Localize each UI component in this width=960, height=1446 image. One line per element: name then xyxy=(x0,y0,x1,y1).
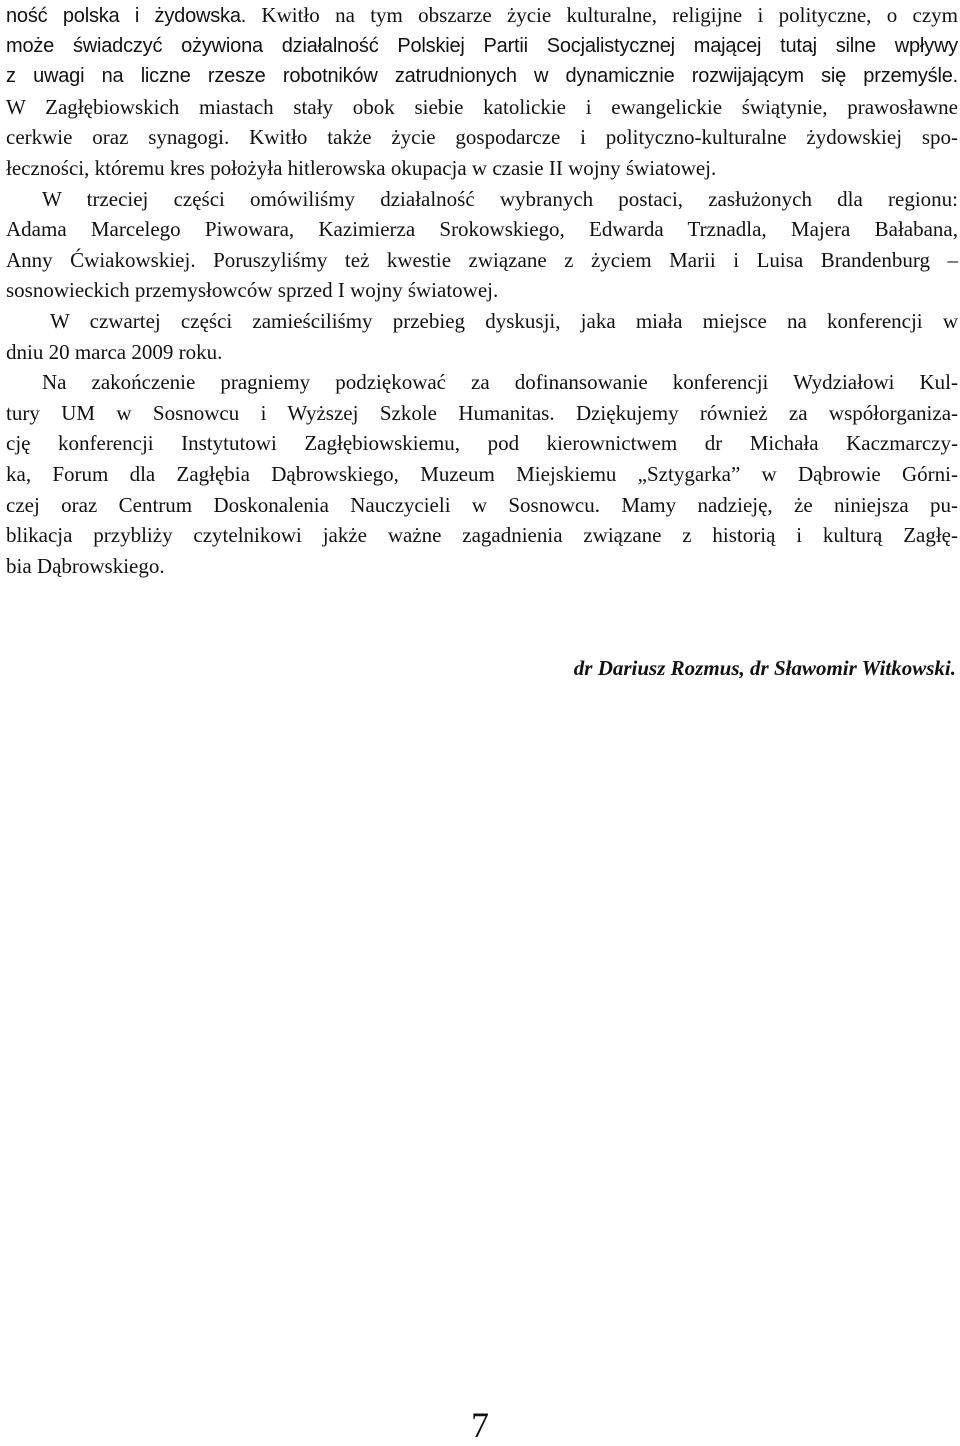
text-line: blikacja przybliży czytelnikowi jakże ważne zagadnienia związane z historią i kulturą Zagłę- xyxy=(6,523,958,548)
text-line: może świadczyć ożywiona działalność Polskiej Partii Socjalistycznej mającej tutaj silne wpływy xyxy=(6,34,958,57)
text-fragment: Poruszyliśmy też kwestie związane z życiem Marii i Luisa Brandenburg – xyxy=(195,247,958,272)
text-line: ka, Forum dla Zagłębia Dąbrowskiego, Muzeum Miejskiemu „Sztygarka” w Dąbrowie Górni- xyxy=(6,461,958,486)
text-fragment: Dziękujemy również za współorganiza- xyxy=(554,400,959,425)
text-line xyxy=(6,398,958,429)
text-line: W trzeciej części omówiliśmy działalność wybranych postaci, zasłużonych dla regionu: xyxy=(42,186,958,211)
text-line: W Zagłębiowskich miastach stały obok siebie katolickie i ewangelickie świątynie, prawosławne xyxy=(6,94,958,119)
text-line: bia Dąbrowskiego. xyxy=(6,553,165,578)
author-signature: dr Dariusz Rozmus, dr Sławomir Witkowski. xyxy=(573,656,956,680)
text-fragment: Kwitło na tym obszarze życie kulturalne, religijne i polityczne, o czym xyxy=(246,3,958,27)
text-fragment: tury UM w Sosnowcu i Wyższej Szkole Humanitas. xyxy=(6,400,555,425)
text-line xyxy=(6,0,958,31)
text-line: cję konferencji Instytutowi Zagłębiowskiemu, pod kierownictwem dr Michała Kaczmarczy- xyxy=(6,431,958,456)
text-line: dniu 20 marca 2009 roku. xyxy=(6,339,223,364)
text-line: czej oraz Centrum Doskonalenia Nauczycieli w Sosnowcu. Mamy nadzieję, że niniejsza pu- xyxy=(6,492,958,517)
text-line: sosnowieckich przemysłowców sprzed I wojny światowej. xyxy=(6,278,499,303)
text-line: z uwagi na liczne rzesze robotników zatrudnionych w dynamicznie rozwijającym się przemyśle. xyxy=(6,65,958,88)
text-fragment: cerkwie oraz synagogi. xyxy=(6,125,230,150)
text-line: łeczności, któremu kres położyła hitlerowska okupacja w czasie II wojny światowej. xyxy=(6,155,717,180)
text-line: W czwartej części zamieściliśmy przebieg dyskusji, jaka miała miejsce na konferencji w xyxy=(50,308,958,333)
text-line: Na zakończenie pragniemy podziękować za dofinansowanie konferencji Wydziałowi Kul- xyxy=(42,370,958,395)
text-line: Adama Marcelego Piwowara, Kazimierza Srokowskiego, Edwarda Trznadla, Majera Bałabana, xyxy=(6,217,958,242)
text-fragment: Kwitło także życie gospodarcze i polityczno-kulturalne żydowskiej spo- xyxy=(229,125,958,150)
text-fragment: Anny Ćwiakowskiej. xyxy=(6,247,196,272)
body-text xyxy=(6,0,958,581)
page-number: 7 xyxy=(471,1405,489,1445)
text-line xyxy=(6,245,958,276)
text-line xyxy=(6,122,958,153)
text-fragment: ność polska i żydowska. xyxy=(6,5,247,27)
